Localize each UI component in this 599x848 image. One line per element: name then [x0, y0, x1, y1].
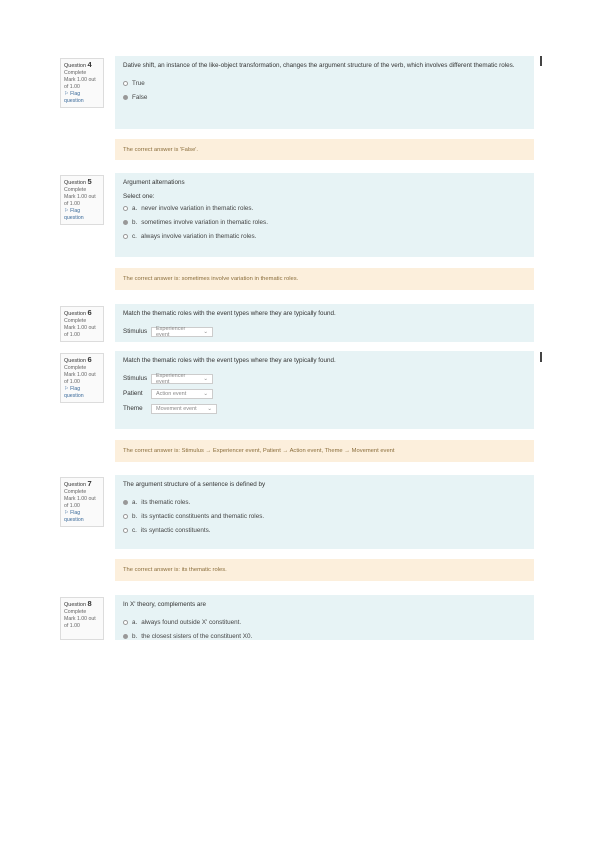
question-mark: Mark 1.00 out of 1.00 — [64, 325, 96, 338]
question-number: Question 8 — [64, 599, 92, 608]
match-select[interactable]: Action event ⌄ — [151, 389, 213, 399]
question-number: Question 5 — [64, 177, 92, 186]
question-mark: Mark 1.00 out of 1.00 — [64, 77, 96, 90]
match-select[interactable]: Experiencer event ⌄ — [151, 374, 213, 384]
chevron-down-icon: ⌄ — [203, 328, 208, 335]
question-info — [60, 58, 104, 108]
question-info — [60, 477, 104, 527]
question-content — [115, 304, 534, 342]
match-row — [123, 401, 526, 416]
answer-option[interactable]: a. never involve variation in thematic roles. — [123, 201, 526, 215]
match-label: Stimulus — [123, 375, 148, 382]
question-text: In X' theory, complements are — [123, 601, 206, 608]
correct-answer-feedback: The correct answer is: Stimulus → Experiencer event, Patient → Action event, Theme → Movement event — [115, 440, 534, 462]
question-content — [115, 595, 534, 640]
chevron-down-icon: ⌄ — [203, 375, 208, 382]
radio-button[interactable] — [123, 514, 128, 519]
question-content — [115, 351, 534, 429]
answer-option[interactable]: False — [123, 90, 526, 104]
question-text: The argument structure of a sentence is defined by — [123, 481, 266, 488]
answer-option[interactable]: a. always found outside X' constituent. — [123, 615, 526, 629]
radio-button[interactable] — [123, 206, 128, 211]
radio-button[interactable] — [123, 528, 128, 533]
chevron-down-icon: ⌄ — [203, 390, 208, 397]
question-mark: Mark 1.00 out of 1.00 — [64, 194, 96, 207]
flag-question-link[interactable]: ⚐ Flag question — [64, 386, 84, 399]
match-select[interactable]: Experiencer event ⌄ — [151, 327, 213, 337]
match-label: Theme — [123, 405, 143, 412]
question-info — [60, 175, 104, 225]
question-mark: Mark 1.00 out of 1.00 — [64, 616, 96, 629]
question-text: Match the thematic roles with the event types where they are typically found. — [123, 310, 336, 317]
match-label: Stimulus — [123, 328, 148, 335]
answer-option[interactable]: True — [123, 76, 526, 90]
select-one-label: Select one: — [123, 193, 155, 200]
answer-option[interactable]: b. its syntactic constituents and thematic roles. — [123, 509, 526, 523]
answer-option[interactable]: b. sometimes involve variation in thematic roles. — [123, 215, 526, 229]
radio-button[interactable] — [123, 234, 128, 239]
question-status: Complete — [64, 489, 87, 495]
flag-question-link[interactable]: ⚐ Flag question — [64, 510, 84, 523]
radio-button[interactable] — [123, 220, 128, 225]
question-status: Complete — [64, 365, 87, 371]
radio-button[interactable] — [123, 620, 128, 625]
question-number: Question 7 — [64, 479, 92, 488]
question-status: Complete — [64, 318, 87, 324]
question-mark: Mark 1.00 out of 1.00 — [64, 496, 96, 509]
correct-answer-feedback: The correct answer is: sometimes involve variation in thematic roles. — [115, 268, 534, 290]
answer-option[interactable]: c. always involve variation in thematic roles. — [123, 229, 526, 243]
question-info — [60, 597, 104, 640]
flag-question-link[interactable]: ⚐ Flag question — [64, 91, 84, 104]
question-number: Question 4 — [64, 60, 92, 69]
question-text: Dative shift, an instance of the like-object transformation, changes the argument structure of the verb, which involves different thematic roles. — [123, 62, 515, 69]
question-content — [115, 173, 534, 257]
correct-answer-feedback: The correct answer is: its thematic roles. — [115, 559, 534, 581]
radio-button[interactable] — [123, 81, 128, 86]
question-number: Question 6 — [64, 308, 92, 317]
question-mark: Mark 1.00 out of 1.00 — [64, 372, 96, 385]
answer-option[interactable]: b. the closest sisters of the constituent X0. — [123, 629, 526, 640]
flag-question-link[interactable]: ⚐ Flag question — [64, 208, 84, 221]
match-select[interactable]: Movement event ⌄ — [151, 404, 217, 414]
radio-button[interactable] — [123, 95, 128, 100]
answer-option[interactable]: a. its thematic roles. — [123, 495, 526, 509]
question-number: Question 6 — [64, 355, 92, 364]
match-row — [123, 371, 526, 386]
match-row — [123, 324, 526, 339]
question-content — [115, 56, 534, 129]
radio-button[interactable] — [123, 500, 128, 505]
match-label: Patient — [123, 390, 143, 397]
question-info — [60, 353, 104, 403]
question-status: Complete — [64, 70, 87, 76]
question-status: Complete — [64, 187, 87, 193]
question-text: Match the thematic roles with the event types where they are typically found. — [123, 357, 336, 364]
scrollbar-marker — [540, 352, 542, 362]
question-status: Complete — [64, 609, 87, 615]
question-content — [115, 475, 534, 549]
scrollbar-marker — [540, 56, 542, 66]
answer-option[interactable]: c. its syntactic constituents. — [123, 523, 526, 537]
correct-answer-feedback: The correct answer is 'False'. — [115, 139, 534, 160]
question-info — [60, 306, 104, 342]
match-row — [123, 386, 526, 401]
radio-button[interactable] — [123, 634, 128, 639]
chevron-down-icon: ⌄ — [207, 405, 212, 412]
question-text: Argument alternations — [123, 179, 185, 186]
